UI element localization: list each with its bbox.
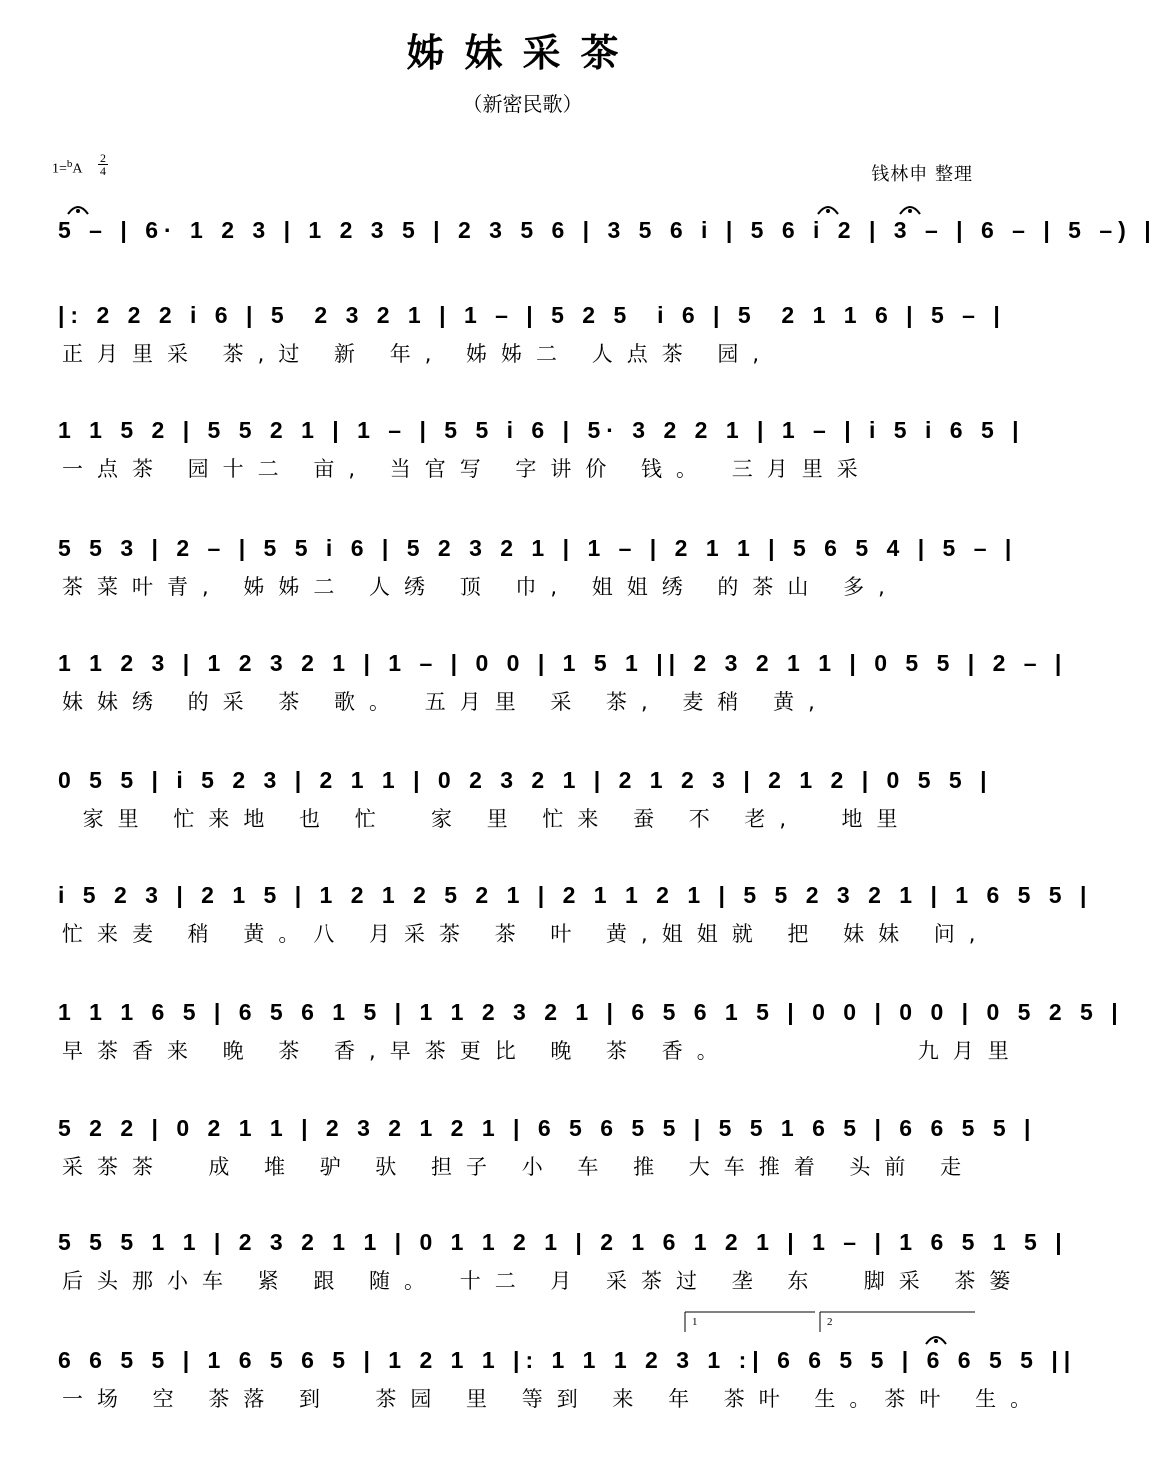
jianpu-notes: 1 1 1 6 5 | 6 5 6 1 5 | 1 1 2 3 2 1 | 6 5 6 1 5 | 0 0 | 0 0 | 0 5 2 5 | <box>58 999 1124 1025</box>
song-subtitle: （新密民歌） <box>462 92 583 116</box>
arranger-credit: 钱林申 整理 <box>871 164 973 185</box>
jianpu-notes: 5 – | 6· 1 2 3 | 1 2 3 5 | 2 3 5 6 | 3 5 6 i | 5 6 i 2 | 3 – | 6 – | 5 –) | <box>58 217 1157 243</box>
key-prefix: 1= <box>52 161 67 177</box>
meter-bottom: 4 <box>100 164 106 178</box>
lyrics-line: 后头那小车 紧 跟 随。 十二 月 采茶过 垄 东 脚采 茶篓 <box>62 1269 1025 1293</box>
lyrics-line: 正月里采 茶,过 新 年, 姊姊二 人点茶 园, <box>62 342 774 366</box>
jianpu-notes: 5 5 5 1 1 | 2 3 2 1 1 | 0 1 1 2 1 | 2 1 6 1 2 1 | 1 – | 1 6 5 1 5 | <box>58 1229 1068 1255</box>
jianpu-notes: 1 1 5 2 | 5 5 2 1 | 1 – | 5 5 i 6 | 5· 3 2 2 1 | 1 – | i 5 i 6 5 | <box>58 417 1025 443</box>
jianpu-notes: 1 1 2 3 | 1 2 3 2 1 | 1 – | 0 0 | 1 5 1 || 2 3 2 1 1 | 0 5 5 | 2 – | <box>58 650 1068 676</box>
key-flat: b <box>66 158 73 170</box>
jianpu-notes: 0 5 5 | i 5 2 3 | 2 1 1 | 0 2 3 2 1 | 2 1 2 3 | 2 1 2 | 0 5 5 | <box>58 767 993 793</box>
volta-second-label: 2 <box>827 1316 833 1328</box>
volta-first <box>685 1312 815 1332</box>
lyrics-line: 茶菜叶青, 姊姊二 人绣 顶 巾, 姐姐绣 的茶山 多, <box>62 575 899 599</box>
song-title: 姊妹采茶 <box>406 30 639 75</box>
jianpu-notes: 5 2 2 | 0 2 1 1 | 2 3 2 1 2 1 | 6 5 6 5 5 | 5 5 1 6 5 | 6 6 5 5 | <box>58 1115 1037 1141</box>
key-signature <box>52 158 83 178</box>
volta-first-label: 1 <box>692 1316 698 1328</box>
time-signature <box>98 152 108 177</box>
jianpu-notes: 6 6 5 5 | 1 6 5 6 5 | 1 2 1 1 |: 1 1 1 2 3 1 :| 6 6 5 5 | 6 6 5 5 || <box>58 1347 1077 1373</box>
lyrics-line: 忙来麦 稍 黄。八 月采茶 茶 叶 黄,姐姐就 把 妹妹 问, <box>62 922 990 946</box>
meter-top: 2 <box>100 151 106 165</box>
lyrics-line: 早茶香来 晚 茶 香,早茶更比 晚 茶 香。 九月里 <box>62 1039 1023 1063</box>
volta-second <box>820 1312 975 1332</box>
jianpu-notes: 5 5 3 | 2 – | 5 5 i 6 | 5 2 3 2 1 | 1 – | 2 1 1 | 5 6 5 4 | 5 – | <box>58 535 1018 561</box>
lyrics-line <box>62 254 994 284</box>
lyrics-line: 妹妹绣 的采 茶 歌。 五月里 采 茶, 麦稍 黄, <box>62 690 829 714</box>
key-letter: A <box>72 161 83 177</box>
lyrics-line: 采茶茶 成 堆 驴 驮 担子 小 车 推 大车推着 头前 走 <box>62 1155 976 1179</box>
jianpu-notes: |: 2 2 2 i 6 | 5 2 3 2 1 | 1 – | 5 2 5 i 6 | 5 2 1 1 6 | 5 – | <box>58 302 1006 328</box>
lyrics-line: 一场 空 茶落 到 茶园 里 等到 来 年 茶叶 生。茶叶 生。 <box>62 1387 1046 1411</box>
lyrics-line: 家里 忙来地 也 忙 家 里 忙来 蚕 不 老, 地里 <box>62 807 912 831</box>
jianpu-notes: i 5 2 3 | 2 1 5 | 1 2 1 2 5 2 1 | 2 1 1 2 1 | 5 5 2 3 2 1 | 1 6 5 5 | <box>58 882 1093 908</box>
lyrics-line: 一点茶 园十二 亩, 当官写 字讲价 钱。 三月里采 <box>62 457 872 481</box>
